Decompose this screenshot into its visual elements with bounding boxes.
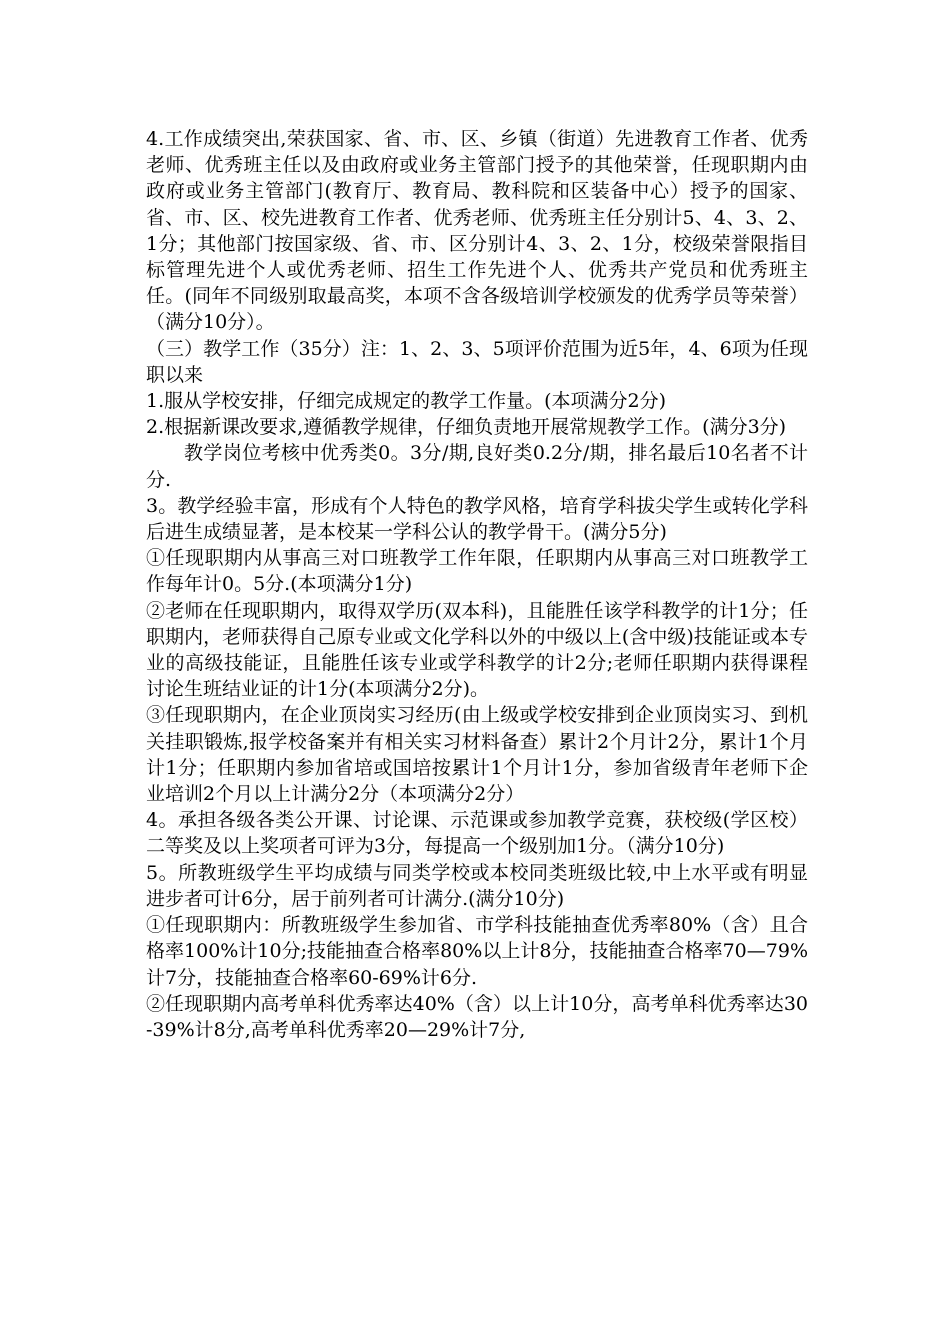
paragraph-item-2-detail: 教学岗位考核中优秀类0。3分/期,良好类0.2分/期，排名最后10名者不计分. bbox=[146, 442, 808, 491]
paragraph-item-5: 5。所教班级学生平均成绩与同类学校或本校同类班级比较,中上水平或有明显进步者可计6分，居于前列者可计满分.(满分10分) bbox=[146, 861, 808, 910]
paragraph-item-4: 4。承担各级各类公开课、讨论课、示范课或参加教学竞赛，获校级(学区校）二等奖及以上奖项者可评为3分，每提高一个级别加1分。（满分10分) bbox=[146, 809, 808, 858]
paragraph-item-3-sub-2: ②老师在任现职期内，取得双学历(双本科)，且能胜任该学科教学的计1分；任职期内，老师获得自己原专业或文化学科以外的中级以上(含中级)技能证或本专业的高级技能证，且能胜任该专业或学科教学的计2分;老师任职期内获得课程讨论生班结业证的计1分(本项满分2分)。 bbox=[146, 599, 808, 701]
section-heading-teaching-work: （三）教学工作（35分）注：1、2、3、5项评价范围为近5年，4、6项为任现职以来 bbox=[146, 337, 808, 386]
paragraph-item-3-sub-3: ③任现职期内，在企业顶岗实习经历(由上级或学校安排到企业顶岗实习、到机关挂职锻炼,报学校备案并有相关实习材料备查）累计2个月计2分，累计1个月计1分；任职期内参加省培或国培按累计1个月计1分，参加省级青年老师下企业培训2个月以上计满分2分（本项满分2分） bbox=[146, 704, 808, 806]
paragraph-item-2: 2.根据新课改要求,遵循教学规律，仔细负责地开展常规教学工作。(满分3分) bbox=[146, 416, 787, 439]
paragraph-item-5-sub-1: ①任现职期内：所教班级学生参加省、市学科技能抽查优秀率80%（含）且合格率100%计10分;技能抽查合格率80%以上计8分，技能抽查合格率70—79%计7分，技能抽查合格率60-69%计6分. bbox=[146, 914, 808, 989]
document-page bbox=[146, 126, 808, 1043]
paragraph-item-3: 3。教学经验丰富，形成有个人特色的教学风格，培育学科拔尖学生或转化学科后进生成绩显著，是本校某一学科公认的教学骨干。(满分5分) bbox=[146, 494, 808, 544]
paragraph-honors: 4.工作成绩突出,荣获国家、省、市、区、乡镇（街道）先进教育工作者、优秀老师、优秀班主任以及由政府或业务主管部门授予的其他荣誉，任现职期内由政府或业务主管部门(教育厅、教育局、教科院和区装备中心）授予的国家、省、市、区、校先进教育工作者、优秀老师、优秀班主任分别计5、4、3、2、1分；其他部门按国家级、省、市、区分别计4、3、2、1分，校级荣誉限指目标管理先进个人或优秀老师、招生工作先进个人、优秀共产党员和优秀班主任。(同年不同级别取最高奖，本项不含各级培训学校颁发的优秀学员等荣誉）（满分10分）。 bbox=[146, 128, 808, 334]
paragraph-item-3-sub-1: ①任现职期内从事高三对口班教学工作年限，任职期内从事高三对口班教学工作每年计0。5分.(本项满分1分) bbox=[146, 547, 808, 596]
paragraph-item-1: 1.服从学校安排，仔细完成规定的教学工作量。(本项满分2分) bbox=[146, 390, 667, 413]
paragraph-item-5-sub-2: ②任现职期内高考单科优秀率达40%（含）以上计10分，高考单科优秀率达30-39%计8分,高考单科优秀率20—29%计7分, bbox=[146, 992, 808, 1041]
